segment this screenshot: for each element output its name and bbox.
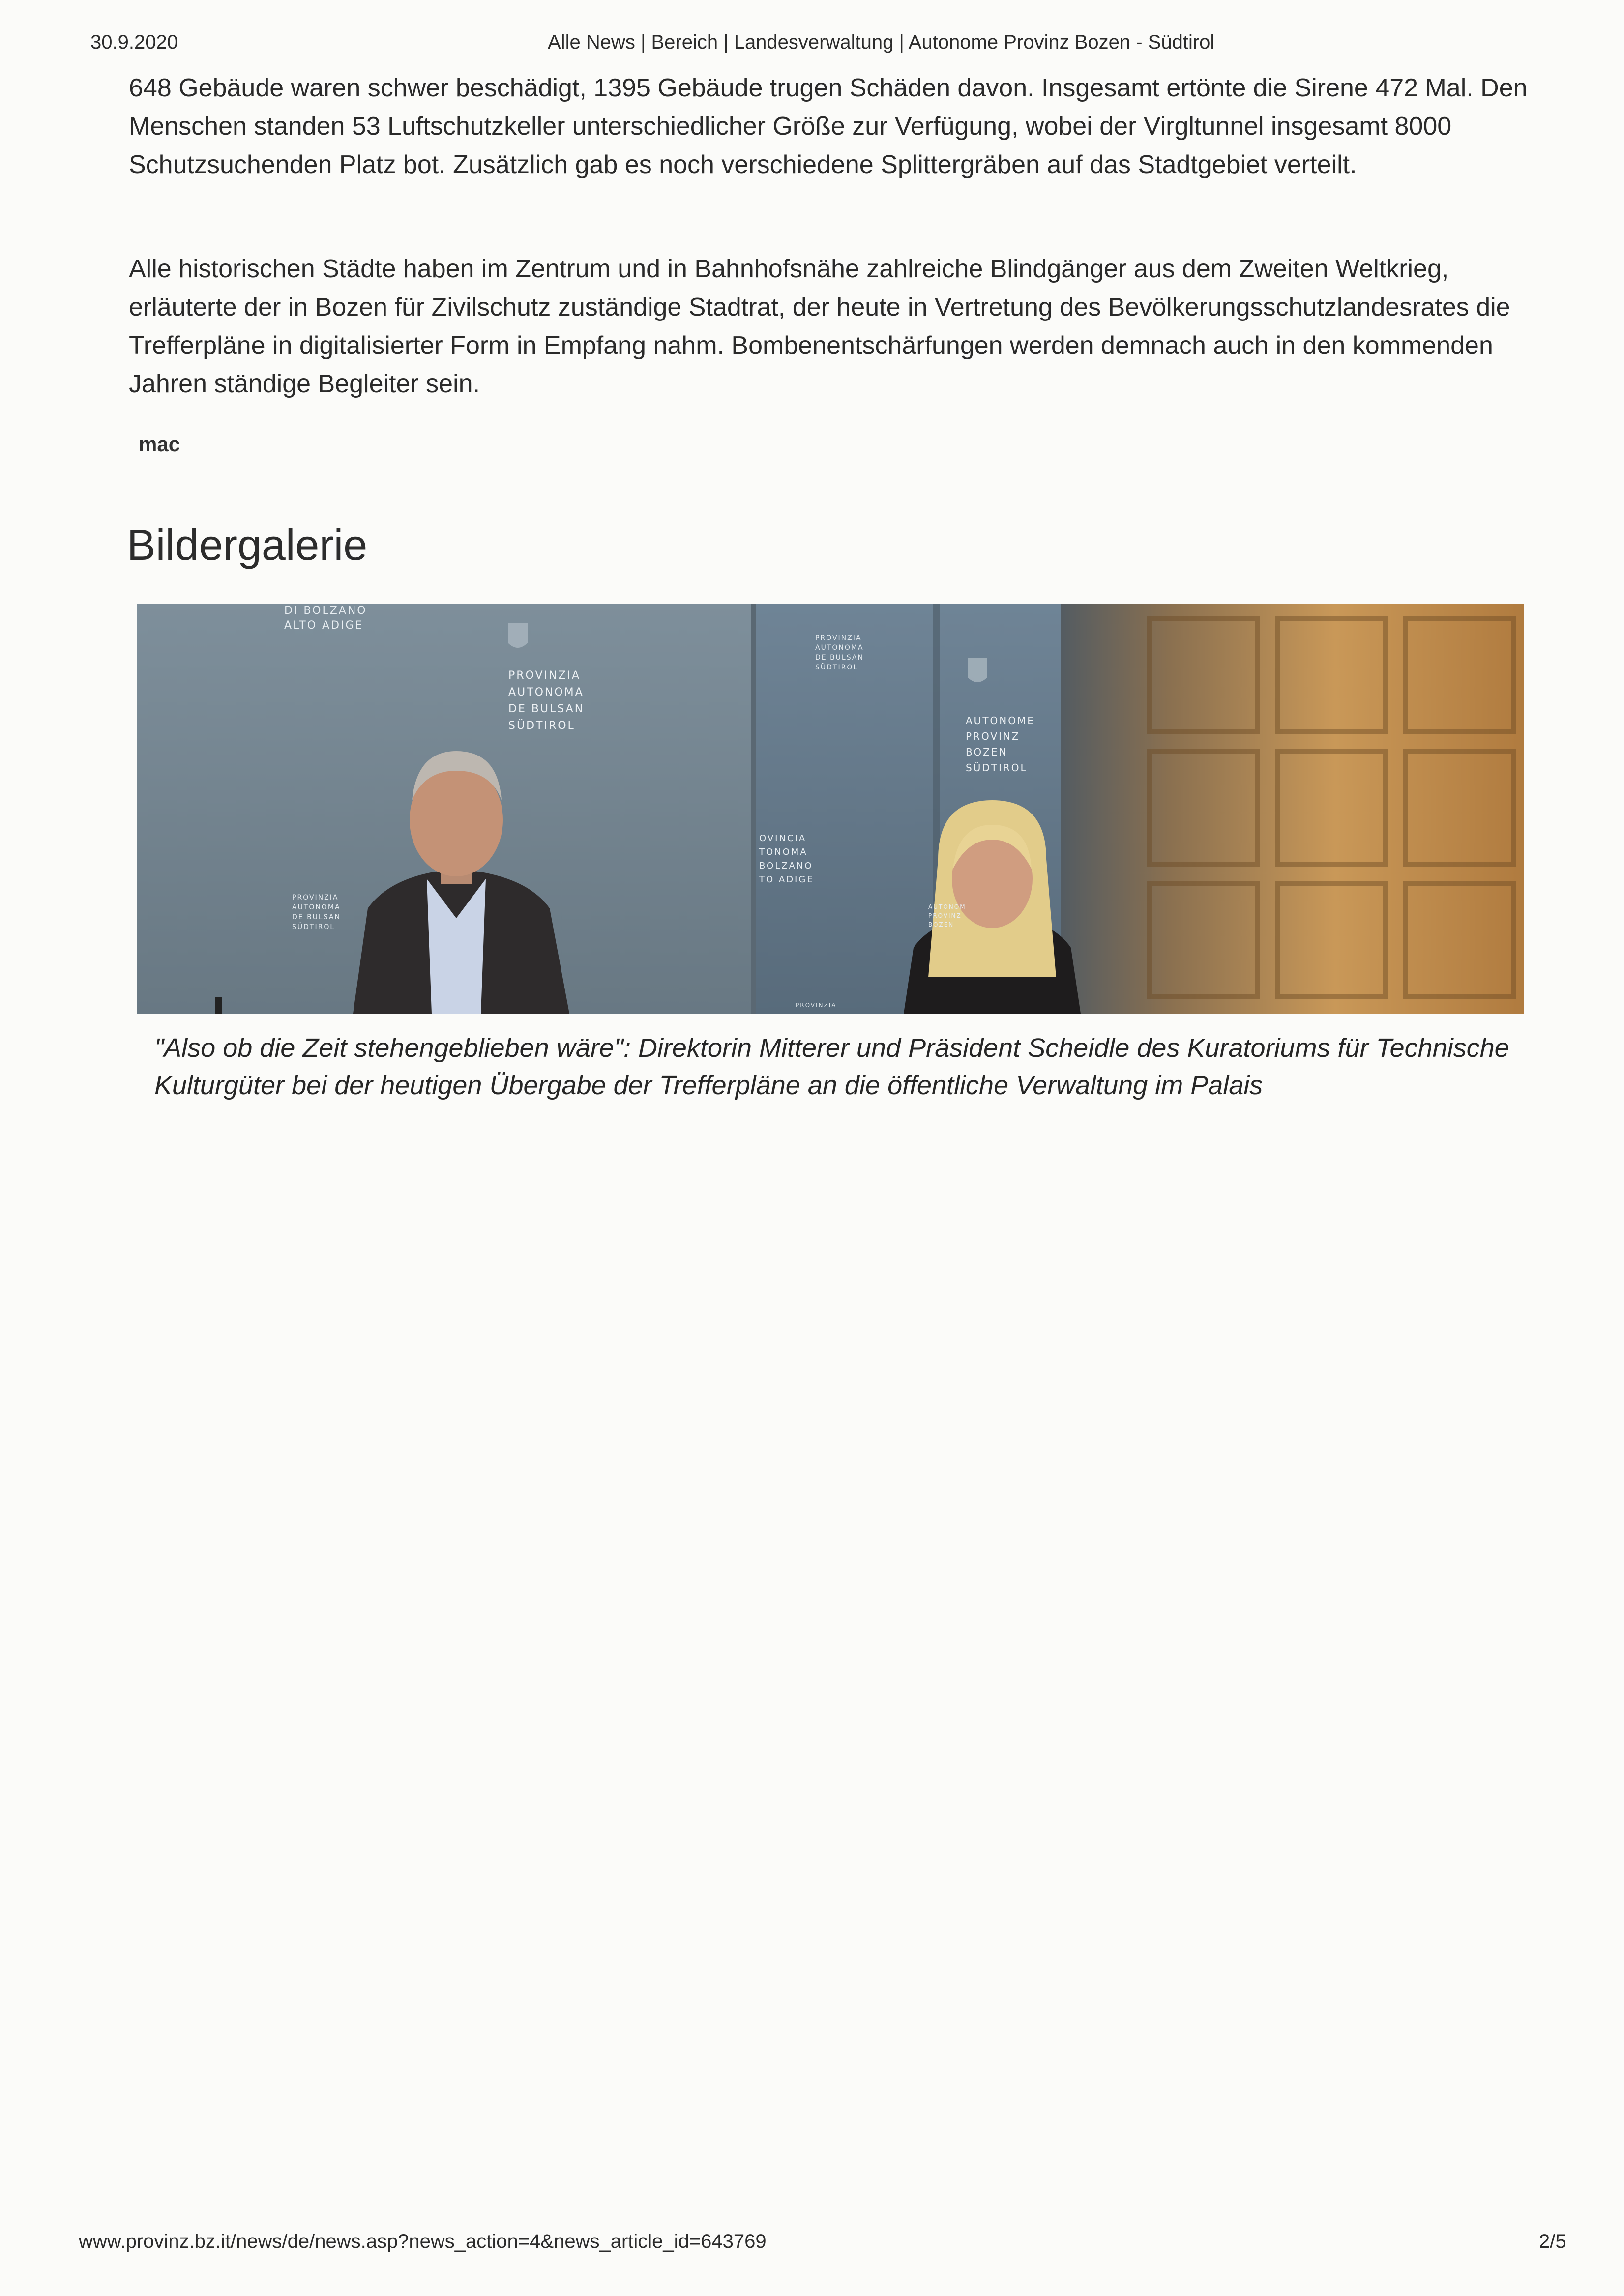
banner-line: AUTONOME <box>966 715 1035 727</box>
print-url: www.provinz.bz.it/news/de/news.asp?news_action=4&news_article_id=643769 <box>79 2231 767 2252</box>
banner-line: OVINCIA <box>759 833 807 843</box>
banner-line: AUTONOMA <box>815 644 864 652</box>
banner-line: DE BULSAN <box>508 703 585 715</box>
banner-line: DE BULSAN <box>815 654 864 662</box>
banner-line: AUTONOMA <box>292 903 341 911</box>
print-page-title: Alle News | Bereich | Landesverwaltung | Autonome Provinz Bozen - Südtirol <box>548 31 1215 53</box>
banner-text-right-mid <box>759 832 814 887</box>
gallery-caption: "Also ob die Zeit stehengeblieben wäre": Direktorin Mitterer und Präsident Scheidle des Kuratoriums für Technische Kulturgüter bei der heutigen Übergabe der Trefferpläne an die öffentliche Verwaltung im Palais <box>154 1033 1509 1100</box>
banner-text-left-bottom <box>292 893 341 932</box>
print-date: 30.9.2020 <box>90 31 178 53</box>
banner-line: ALTO ADIGE <box>284 619 364 632</box>
banner-line: SÜDTIROL <box>966 762 1028 774</box>
banner-text-right-bottom <box>928 902 966 929</box>
banner-text-right-top <box>815 633 864 672</box>
banner-line: SÜDTIROL <box>815 664 858 671</box>
banner-line: PROVINZ <box>928 912 962 919</box>
banner-text-right-main <box>966 713 1035 776</box>
banner-line: BOZEN <box>928 921 954 928</box>
paragraph-text: Alle historischen Städte haben im Zentrum und in Bahnhofsnähe zahlreiche Blindgänger aus dem Zweiten Weltkrieg, erläuterte der in Bozen für Zivilschutz zuständige Stadtrat, der heute in Vertretung des Bevölkerungsschutzlandesrates die Trefferpläne in digitalisierter Form in Empfang nahm. Bombenentschärfungen werden demnach auch in den kommenden Jahren ständige Begleiter sein. <box>129 255 1510 398</box>
article-paragraph-2 <box>129 250 1530 403</box>
banner-line: AUTONOM <box>928 903 966 910</box>
gallery-photo[interactable] <box>137 604 1524 1014</box>
banner-text-left-top <box>284 604 367 633</box>
banner-line: PROVINZIA <box>292 894 339 901</box>
gallery-title: Bildergalerie <box>127 521 368 569</box>
author-signature: mac <box>139 433 180 456</box>
banner-line: BOZEN <box>966 746 1008 758</box>
banner-line: PROVINZIA <box>815 634 862 642</box>
banner-text-right-foot: PROVINZIA <box>796 1002 837 1009</box>
banner-line: SÜDTIROL <box>508 720 575 732</box>
banner-line: PROVINZ <box>966 730 1020 742</box>
banner-line: TO ADIGE <box>759 874 814 885</box>
banner-text-left-main <box>508 668 584 734</box>
banner-line: SÜDTIROL <box>292 923 335 931</box>
banner-line: PROVINZIA <box>508 669 581 682</box>
banner-line: DI BOLZANO <box>284 605 367 617</box>
banner-line: AUTONOMA <box>508 686 584 698</box>
print-page-number: 2/5 <box>1539 2231 1566 2252</box>
banner-line: DE BULSAN <box>292 913 341 921</box>
banner-line: BOLZANO <box>759 861 813 871</box>
paragraph-text: 648 Gebäude waren schwer beschädigt, 1395 Gebäude trugen Schäden davon. Insgesamt ertönte die Sirene 472 Mal. Den Menschen standen 53 Luftschutzkeller unterschiedlicher Größe zur Verfügung, wobei der Virgltunnel insgesamt 8000 Schutzsuchenden Platz bot. Zusätzlich gab es noch verschiedene Splittergräben auf das Stadtgebiet verteilt. <box>129 74 1528 179</box>
article-paragraph-1 <box>129 69 1530 184</box>
banner-line: TONOMA <box>759 847 808 857</box>
